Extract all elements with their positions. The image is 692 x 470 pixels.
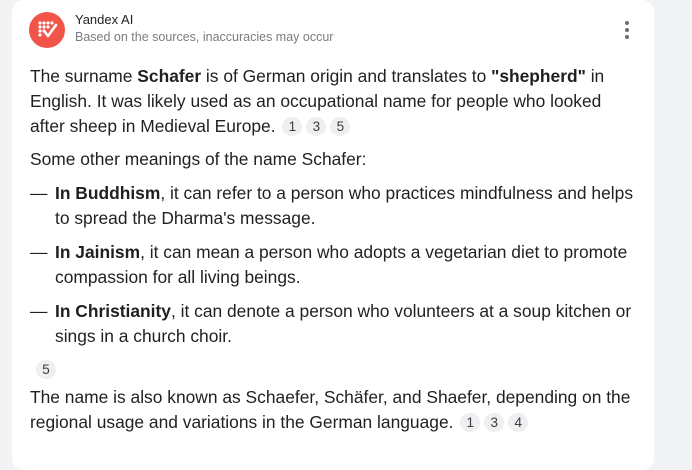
list-item: — In Christianity, it can denote a person who volunteers at a soup kitchen or sings in a church choir. — [30, 301, 632, 346]
more-options-icon[interactable] — [616, 18, 638, 42]
source-ref-5[interactable]: 5 — [36, 360, 56, 379]
meanings-list — [30, 181, 640, 349]
answer-body — [30, 64, 640, 435]
answer-header — [29, 10, 644, 50]
assistant-name: Yandex AI — [75, 12, 134, 27]
source-ref-3[interactable]: 3 — [306, 117, 326, 136]
source-ref-4[interactable]: 4 — [508, 413, 528, 432]
translation-highlight: "shepherd" — [491, 66, 586, 86]
list-source-refs — [36, 360, 640, 379]
source-refs — [282, 117, 350, 136]
source-refs — [460, 413, 528, 432]
source-ref-1[interactable]: 1 — [282, 117, 302, 136]
answer-card — [12, 0, 654, 470]
list-lead: Some other meanings of the name Schafer: — [30, 149, 367, 169]
closing-paragraph: The name is also known as Schaefer, Schäfer, and Shaefer, depending on the regional usage and variations in the German language. 1 3 4 — [30, 387, 631, 432]
surname-highlight: Schafer — [137, 66, 202, 86]
list-item: — In Buddhism, it can refer to a person who practices mindfulness and helps to spread the Dharma's message. — [30, 183, 634, 228]
source-ref-3[interactable]: 3 — [484, 413, 504, 432]
list-item: — In Jainism, it can mean a person who adopts a vegetarian diet to promote compassion for all living beings. — [30, 242, 628, 287]
disclaimer-text: Based on the sources, inaccuracies may occur — [75, 30, 334, 44]
source-ref-1[interactable]: 1 — [460, 413, 480, 432]
intro-paragraph: The surname Schafer is of German origin and translates to "shepherd" in English. It was likely used as an occupational name for people who looked after sheep in Medieval Europe. 1 3 5 — [30, 66, 605, 136]
yandex-ai-logo-icon — [29, 12, 65, 48]
source-ref-5[interactable]: 5 — [330, 117, 350, 136]
